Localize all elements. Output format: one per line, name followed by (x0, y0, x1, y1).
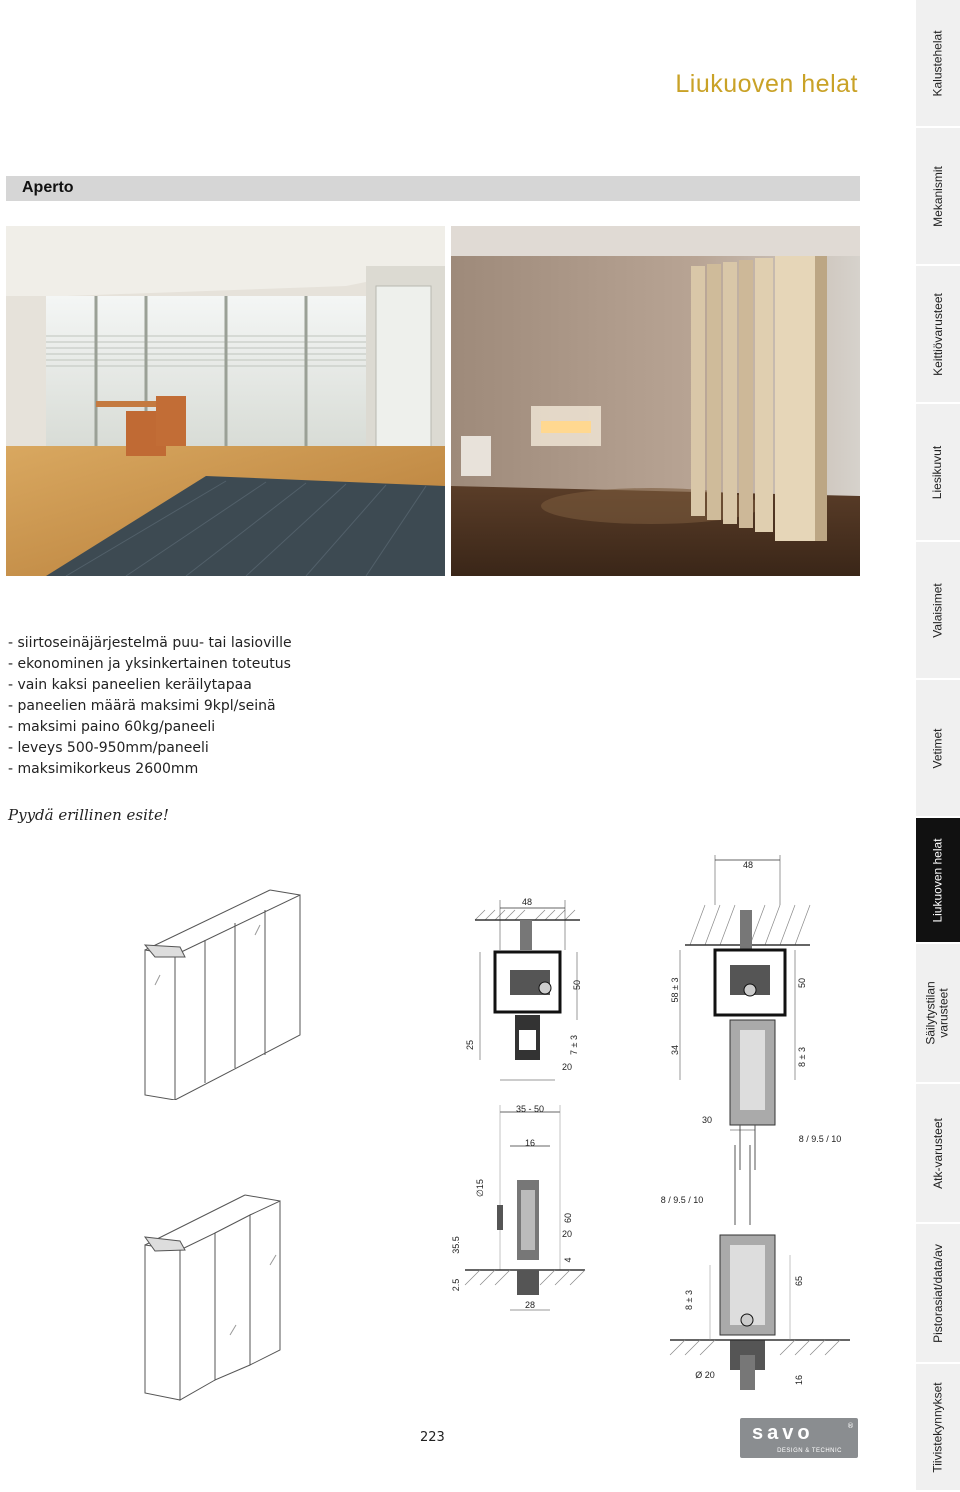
panel-stack-drawing-1 (135, 885, 305, 1100)
profile-drawing-1 (455, 880, 595, 1090)
tab-label: Tiivistekynnykset (930, 1381, 945, 1473)
tab-label: Atk-varusteet (930, 1117, 945, 1189)
tab-label: Säilytystilan varusteet (924, 981, 952, 1045)
tab-liukuoven-helat[interactable] (916, 818, 960, 944)
tab-label: Vetimet (930, 727, 945, 769)
feature-item: - paneelien määrä maksimi 9kpl/seinä (8, 698, 276, 714)
tab-mekanismit[interactable] (916, 128, 960, 266)
tab-liesikuvut[interactable] (916, 404, 960, 542)
dim-8-3: 8 ± 3 (684, 1290, 694, 1310)
feature-item: - vain kaksi paneelien keräilytapaa (8, 677, 252, 693)
photo-wood-partition (451, 226, 860, 576)
dim-2-5: 2.5 (451, 1278, 461, 1292)
product-name: Aperto (22, 179, 74, 196)
tab-label: Valaisimet (930, 582, 945, 638)
feature-item: - maksimikorkeus 2600mm (8, 761, 199, 777)
dim-d20: Ø 20 (695, 1370, 715, 1380)
dim-28: 28 (524, 1300, 536, 1310)
tab-label: Liukuoven helat (930, 837, 945, 923)
profile-drawing-3 (445, 1100, 595, 1320)
logo-word: savo (752, 1422, 814, 1444)
dim-50: 50 (797, 977, 807, 989)
dim-58: 58 ± 3 (670, 977, 680, 1003)
dim-35-50: 35 - 50 (515, 1104, 545, 1114)
dim-34: 34 (670, 1044, 680, 1056)
feature-list (8, 633, 438, 780)
dim-48: 48 (742, 860, 754, 870)
tab-label: Kalustehelat (930, 29, 945, 97)
dim-48: 48 (521, 897, 533, 907)
tab-valaisimet[interactable] (916, 542, 960, 680)
dim-8: 8 ± 3 (797, 1047, 807, 1067)
tab-kalustehelat[interactable] (916, 0, 960, 128)
feature-item: - siirtoseinäjärjestelmä puu- tai lasioville (8, 635, 292, 651)
section-title: Liukuoven helat (675, 70, 858, 98)
dim-60: 60 (563, 1212, 573, 1224)
feature-item: - ekonominen ja yksinkertainen toteutus (8, 656, 291, 672)
dim-8-9-5-10b: 8 / 9.5 / 10 (660, 1195, 704, 1205)
dim-4: 4 (563, 1257, 573, 1263)
tab-pistorasiat[interactable] (916, 1224, 960, 1364)
logo-tagline: DESIGN & TECHNIC (777, 1448, 842, 1454)
tab-atk-varusteet[interactable] (916, 1084, 960, 1224)
tab-label: Keittiövarusteet (930, 292, 945, 376)
tab-label: Pistorasiat/data/av (930, 1243, 945, 1343)
tab-vetimet[interactable] (916, 680, 960, 818)
savo-logo (740, 1418, 858, 1458)
category-sidebar (916, 0, 960, 1492)
dim-16: 16 (794, 1374, 804, 1386)
dim-8-9-5-10: 8 / 9.5 / 10 (798, 1134, 842, 1144)
photo-glass-partition (6, 226, 445, 576)
dim-20: 20 (561, 1062, 573, 1072)
tab-label: Mekanismit (930, 165, 945, 227)
product-title-bar (6, 176, 860, 201)
dim-20: 20 (561, 1229, 573, 1239)
dim-30: 30 (701, 1115, 713, 1125)
tab-tiivistekynnykset[interactable] (916, 1364, 960, 1492)
tab-label: Liesikuvut (930, 445, 945, 499)
dim-d15: ∅15 (475, 1179, 485, 1197)
dim-35-5: 35.5 (451, 1236, 461, 1254)
dim-16: 16 (524, 1138, 536, 1148)
dim-7: 7 ± 3 (569, 1035, 579, 1055)
feature-item: - leveys 500-950mm/paneeli (8, 740, 209, 756)
panel-stack-drawing-2 (140, 1175, 305, 1405)
dim-25: 25 (465, 1039, 475, 1051)
dim-50: 50 (572, 979, 582, 991)
dim-65: 65 (794, 1275, 804, 1287)
profile-drawing-4 (650, 1105, 865, 1395)
tab-sailytystilan-varusteet[interactable] (916, 944, 960, 1084)
feature-item: - maksimi paino 60kg/paneeli (8, 719, 216, 735)
page-number: 223 (420, 1430, 445, 1445)
tab-keittiovarusteet[interactable] (916, 266, 960, 404)
registered-mark: ® (847, 1422, 854, 1430)
brochure-note: Pyydä erillinen esite! (8, 806, 169, 824)
